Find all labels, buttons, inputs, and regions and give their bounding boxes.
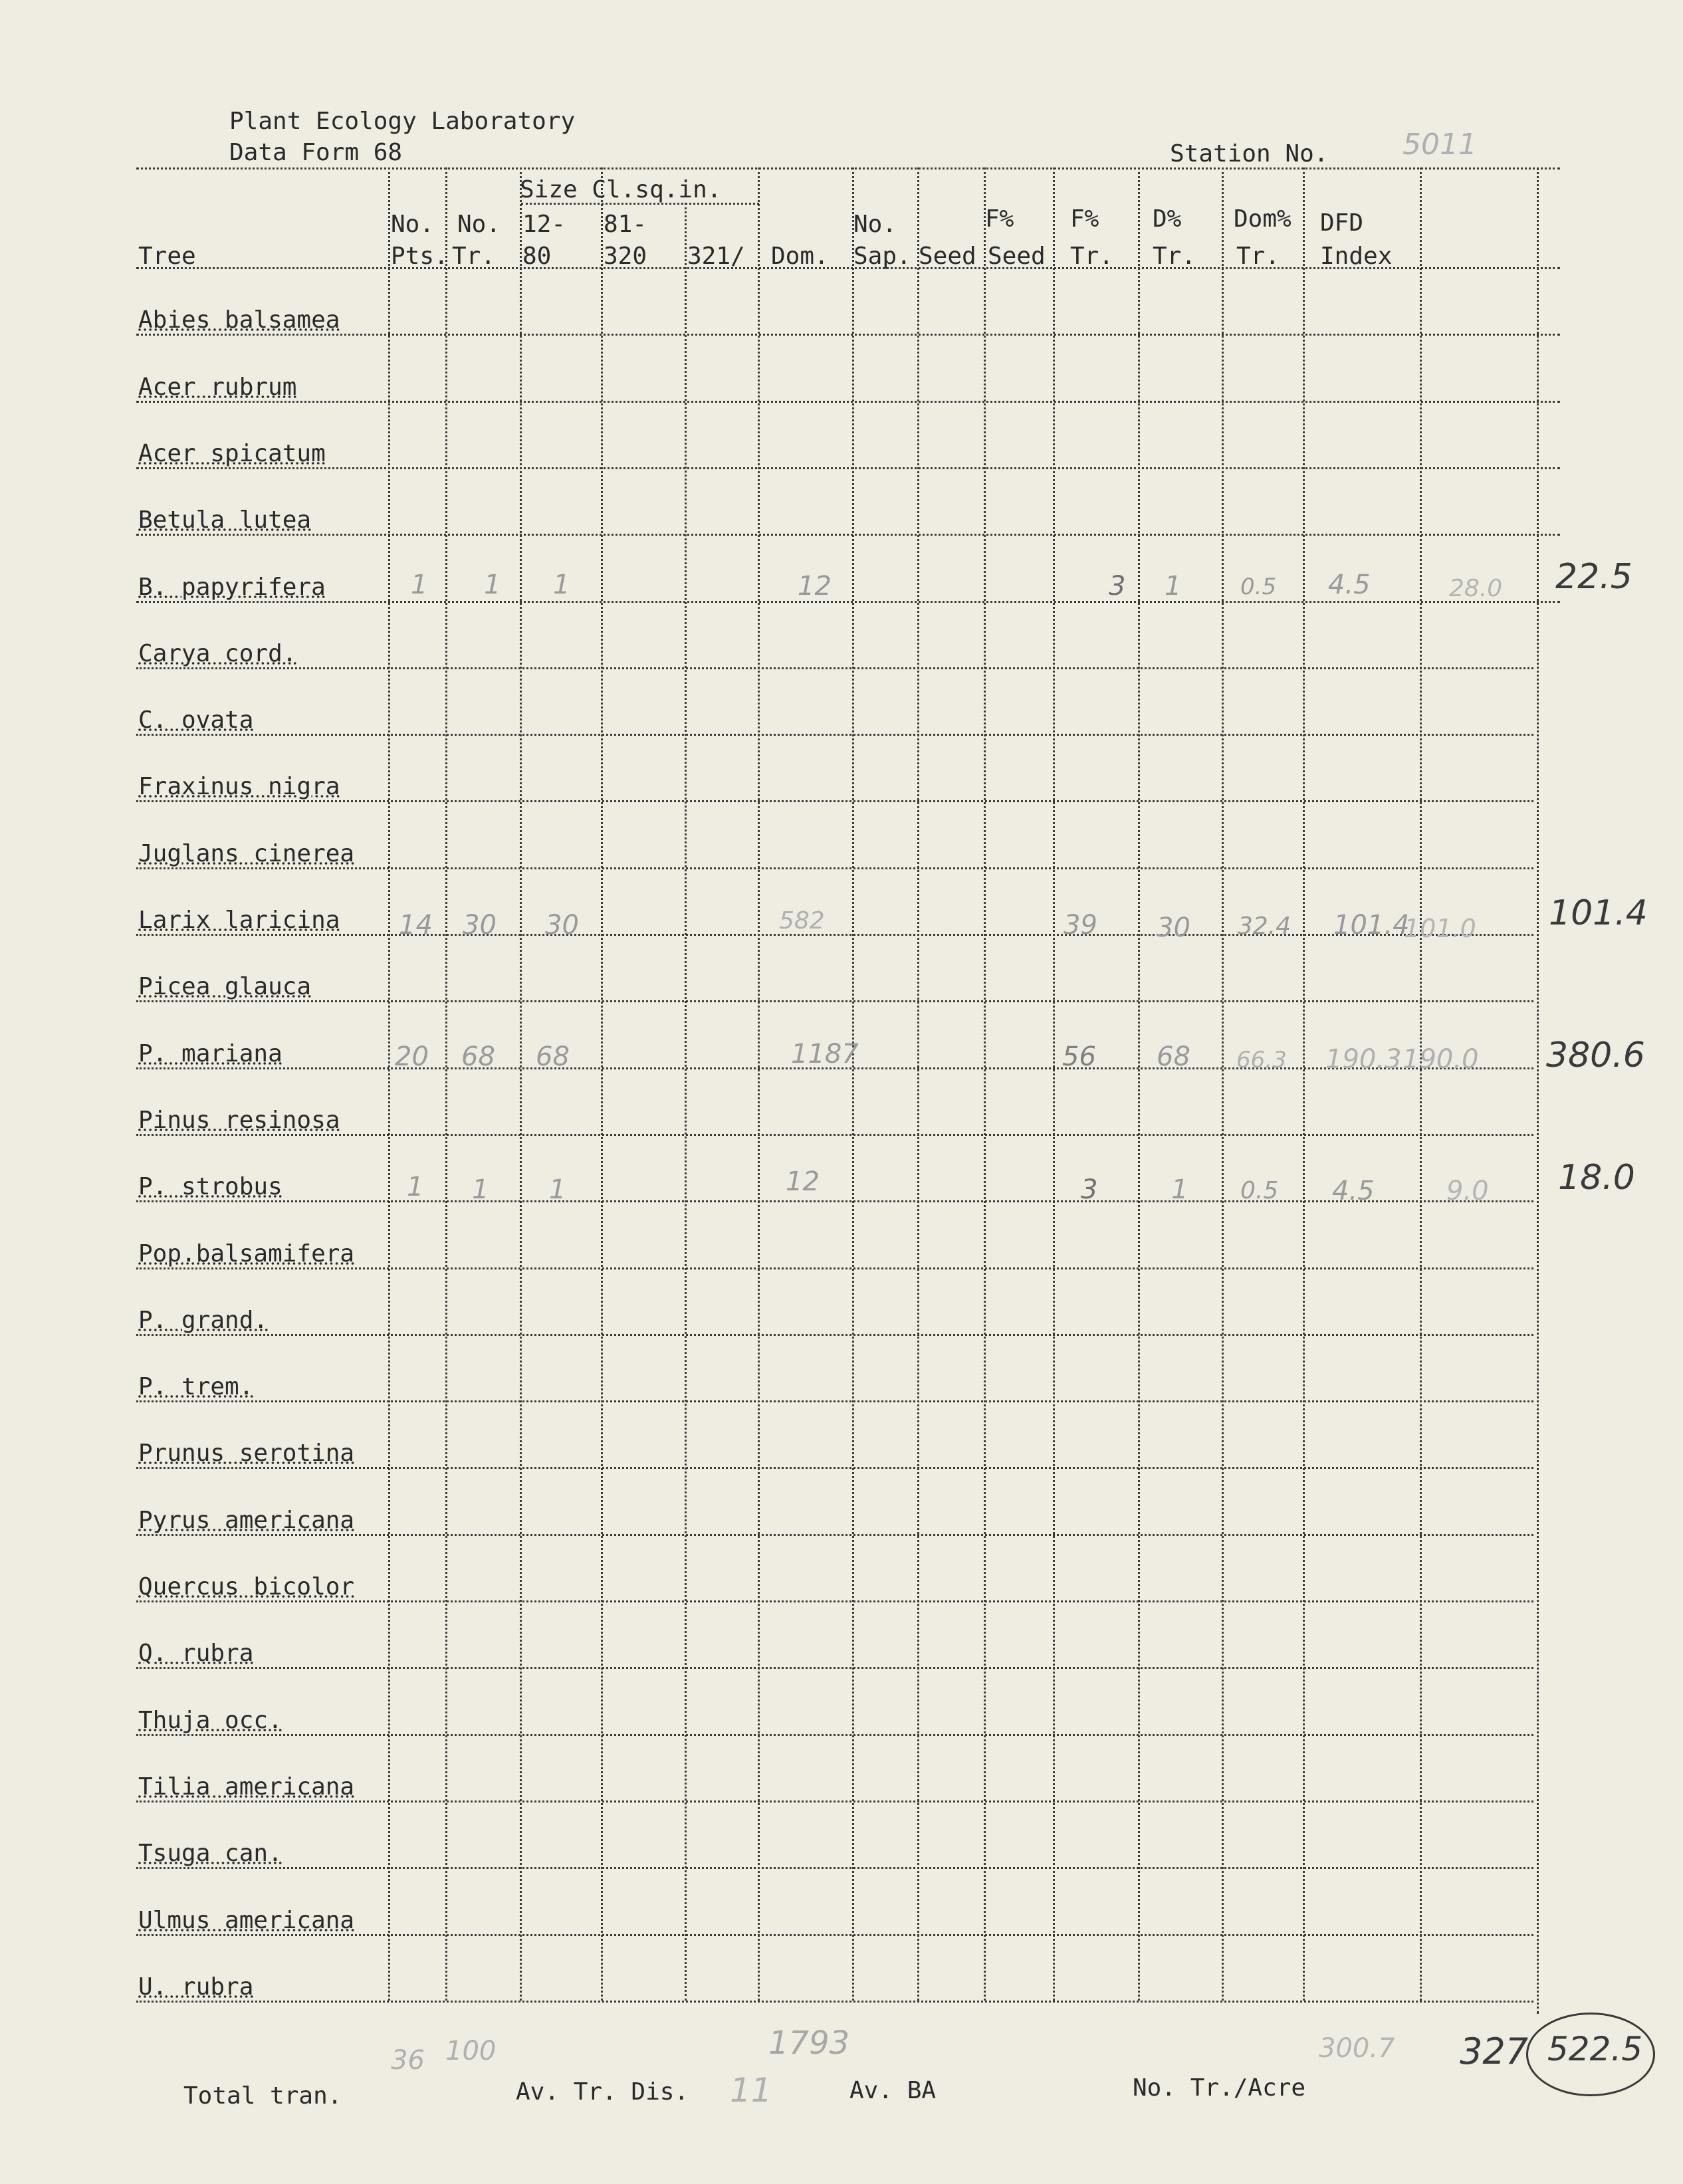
bpap-f-tr: 3	[1109, 571, 1126, 601]
form-number: Data Form 68	[229, 139, 403, 166]
species-label: Betula lutea	[138, 506, 312, 534]
col-tree: Tree	[138, 243, 196, 270]
col-size1-1: 12-	[522, 211, 566, 238]
col-size1-2: 80	[522, 243, 552, 270]
column-rule	[1537, 167, 1539, 2014]
species-label: Pinus resinosa	[138, 1107, 340, 1134]
col-f-tr-2: Tr.	[1070, 243, 1114, 270]
row-rule	[136, 601, 1560, 603]
footer-ink-circled: 522.5	[1547, 2030, 1643, 2068]
pstr-extra: 9.0	[1446, 1176, 1489, 1206]
species-label: Thuja occ.	[138, 1707, 282, 1734]
species-label: Q. rubra	[138, 1640, 254, 1667]
pmar-size1: 68	[536, 1041, 570, 1072]
pstr-f-tr: 3	[1081, 1174, 1098, 1205]
species-label: P. mariana	[138, 1040, 282, 1067]
row-rule	[136, 1134, 1533, 1136]
species-label: Picea glauca	[138, 973, 312, 1000]
species-label: P. grand.	[138, 1307, 269, 1334]
total-tran-label: Total tran.	[183, 2082, 342, 2110]
row-rule	[136, 1801, 1533, 1802]
bpap-tr: 1	[484, 570, 501, 600]
footer-pencil-1793: 1793	[768, 2024, 850, 2062]
larix-size1: 30	[545, 910, 579, 940]
station-label: Station No.	[1170, 140, 1329, 167]
column-rule	[917, 167, 919, 2001]
pstr-dom: 12	[786, 1166, 820, 1197]
species-label: Tsuga can.	[138, 1840, 282, 1867]
column-rule	[1420, 167, 1422, 2001]
col-size3: 321/	[687, 243, 745, 270]
pmar-dom-tr: 66.3	[1236, 1047, 1287, 1073]
larix-extra: 101.0	[1404, 914, 1476, 943]
pstr-size1: 1	[549, 1174, 566, 1205]
column-rule	[520, 167, 522, 2001]
pstr-dom-tr: 0.5	[1240, 1177, 1279, 1204]
row-rule	[136, 934, 1533, 936]
col-dom-tr-1: Dom%	[1234, 205, 1291, 233]
station-value: 5011	[1402, 128, 1477, 162]
top-rule	[136, 167, 1560, 169]
row-rule	[136, 1734, 1533, 1736]
species-label: P. strobus	[138, 1173, 282, 1200]
col-no-sap-2: Sap.	[853, 243, 911, 270]
larix-pts: 14	[399, 910, 433, 940]
no-tr-acre-label: No. Tr./Acre	[1133, 2074, 1306, 2102]
row-rule	[136, 1200, 1533, 1202]
row-rule	[136, 1000, 1533, 1002]
row-rule	[136, 667, 1533, 669]
species-label: Tilia americana	[138, 1773, 355, 1801]
footer-pencil-100: 100	[445, 2036, 497, 2066]
pstr-tr: 1	[472, 1174, 489, 1205]
col-no-pts-2: Pts.	[391, 243, 449, 270]
row-rule	[136, 1534, 1533, 1536]
pmar-tr: 68	[461, 1041, 495, 1072]
species-label: Pop.balsamifera	[138, 1240, 355, 1267]
species-label: Acer spicatum	[138, 440, 326, 467]
species-label: Juglans cinerea	[138, 840, 355, 867]
species-label: Abies balsamea	[138, 306, 340, 334]
row-rule	[136, 1667, 1533, 1669]
row-rule	[136, 401, 1560, 403]
bpap-d-tr: 1	[1165, 571, 1182, 601]
row-rule	[136, 1400, 1533, 1402]
col-size2-2: 320	[604, 243, 647, 270]
footer-pencil-300: 300.7	[1319, 2033, 1395, 2064]
pmar-f-tr: 56	[1062, 1041, 1096, 1072]
column-rule	[445, 167, 447, 2001]
species-label: Carya cord.	[138, 640, 297, 667]
larix-margin: 101.4	[1549, 893, 1648, 933]
bpap-extra: 28.0	[1449, 575, 1503, 602]
row-rule	[136, 1867, 1533, 1869]
col-no-tr-2: Tr.	[452, 243, 496, 270]
av-ba-label: Av. BA	[849, 2077, 937, 2104]
larix-tr: 30	[463, 910, 497, 940]
row-rule	[136, 534, 1560, 536]
row-rule	[136, 334, 1560, 336]
row-rule	[136, 1334, 1533, 1336]
row-rule	[136, 2001, 1533, 2003]
pstr-pts: 1	[407, 1172, 424, 1202]
col-seed: Seed	[919, 243, 976, 270]
pstr-margin: 18.0	[1558, 1158, 1635, 1198]
col-no-pts-1: No.	[391, 211, 435, 238]
column-rule	[1222, 167, 1224, 2001]
bpap-size1: 1	[553, 570, 570, 600]
species-label: Pyrus americana	[138, 1507, 355, 1534]
species-label: U. rubra	[138, 1973, 254, 2001]
bpap-pts: 1	[411, 570, 428, 600]
pmar-extra: 190.0	[1402, 1044, 1479, 1075]
footer-av-tr-dis-value: 11	[730, 2071, 772, 2110]
larix-dom: 582	[779, 907, 825, 934]
larix-f-tr: 39	[1064, 910, 1097, 940]
col-f-tr-1: F%	[1070, 205, 1099, 233]
species-label: B. papyrifera	[138, 574, 326, 601]
column-rule	[601, 167, 603, 2001]
pstr-dfd: 4.5	[1332, 1176, 1375, 1206]
species-label: Quercus bicolor	[138, 1573, 355, 1600]
pmar-dom: 1187	[791, 1039, 859, 1069]
species-label: P. trem.	[138, 1373, 254, 1400]
larix-dfd: 101.4	[1333, 910, 1410, 940]
column-rule	[388, 167, 390, 2001]
row-rule	[136, 800, 1533, 802]
col-dfd-1: DFD	[1320, 209, 1364, 237]
footer-pencil-36: 36	[391, 2045, 425, 2076]
col-f-seed-2: Seed	[988, 243, 1046, 270]
column-rule	[984, 167, 986, 2001]
species-label: Acer rubrum	[138, 374, 297, 401]
pstr-d-tr: 1	[1171, 1174, 1188, 1205]
column-rule	[1053, 167, 1055, 2001]
bpap-margin: 22.5	[1555, 557, 1632, 597]
species-label: Prunus serotina	[138, 1440, 355, 1467]
species-label: C. ovata	[138, 707, 254, 734]
species-label: Fraxinus nigra	[138, 773, 340, 800]
column-rule	[1138, 167, 1140, 2001]
col-d-tr-2: Tr.	[1153, 243, 1196, 270]
col-dfd-2: Index	[1320, 243, 1393, 270]
col-size2-1: 81-	[604, 211, 647, 238]
pmar-d-tr: 68	[1157, 1041, 1190, 1072]
pmar-dfd: 190.3	[1325, 1044, 1402, 1075]
larix-dom-tr: 32.4	[1238, 913, 1291, 940]
lab-title: Plant Ecology Laboratory	[229, 108, 576, 135]
bpap-dom-tr: 0.5	[1240, 574, 1277, 600]
species-label: Larix laricina	[138, 907, 340, 934]
column-rule	[852, 167, 854, 2001]
footer-ink-327: 327	[1460, 2030, 1529, 2072]
column-rule	[758, 167, 760, 2001]
av-tr-dis-label: Av. Tr. Dis.	[516, 2078, 689, 2106]
row-rule	[136, 1467, 1533, 1469]
larix-d-tr: 30	[1157, 913, 1190, 943]
species-label: Ulmus americana	[138, 1907, 355, 1934]
col-dom: Dom.	[771, 243, 829, 270]
row-rule	[136, 467, 1560, 469]
bpap-dom: 12	[798, 571, 832, 601]
row-rule	[136, 734, 1533, 736]
row-rule	[136, 1600, 1533, 1602]
col-no-tr-1: No.	[457, 211, 501, 238]
col-d-tr-1: D%	[1153, 205, 1182, 233]
pmar-margin: 380.6	[1546, 1036, 1645, 1075]
row-rule	[136, 867, 1533, 869]
row-rule	[136, 1267, 1533, 1269]
col-dom-tr-2: Tr.	[1236, 243, 1280, 270]
row-rule	[136, 1934, 1533, 1936]
col-f-seed-1: F%	[985, 205, 1014, 233]
bpap-dfd: 4.5	[1328, 570, 1371, 600]
pmar-pts: 20	[395, 1041, 429, 1072]
col-no-sap-1: No.	[853, 211, 897, 238]
column-rule	[1303, 167, 1305, 2001]
column-rule	[685, 203, 687, 2001]
col-size-group: Size Cl.sq.in.	[520, 176, 722, 203]
